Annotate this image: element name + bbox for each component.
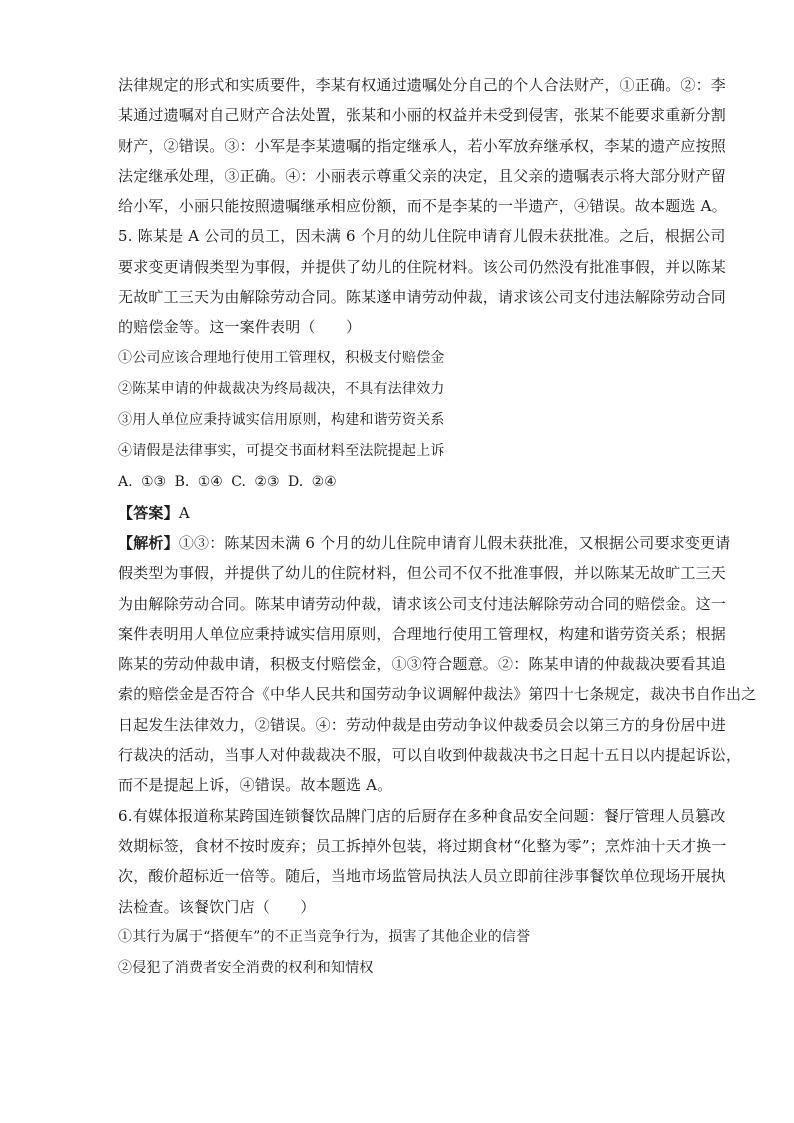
- text-line: 法律规定的形式和实质要件，李某有权通过遗嘱处分自己的个人合法财产，①正确。②：李: [118, 76, 727, 94]
- question-stem-line: 法检查。该餐饮门店（ ）: [118, 897, 316, 916]
- analysis-line: 为由解除劳动合同。陈某申请劳动仲裁，请求该公司支付违法解除劳动合同的赔偿金。这一: [118, 594, 727, 613]
- analysis-tag: 【解析】: [118, 533, 179, 552]
- question-option: ④请假是法律事实，可提交书面材料至法院提起上诉: [118, 442, 445, 459]
- question-stem-line: 要求变更请假类型为事假，并提供了幼儿的住院材料。该公司仍然没有批准事假，并以陈某: [118, 257, 727, 276]
- question-stem-line: 的赔偿金等。这一案件表明（ ）: [118, 318, 362, 337]
- analysis-text: ①③：陈某因未满 6 个月的幼儿住院申请育儿假未获批准，又根据公司要求变更请: [178, 533, 731, 552]
- question-stem-line: 无故旷工三天为由解除劳动合同。陈某遂申请劳动仲裁，请求该公司支付违法解除劳动合同: [118, 288, 727, 307]
- analysis-line: 案件表明用人单位应秉持诚实信用原则，合理地行使用工管理权，构建和谐劳资关系；根据: [118, 624, 727, 643]
- answer-line: [118, 498, 684, 528]
- answer-choices: A. ①③ B. ①④ C. ②③ D. ②④: [118, 473, 337, 490]
- question-6: [118, 801, 727, 984]
- analysis-line: 索的赔偿金是否符合《中华人民共和国劳动争议调解仲裁法》第四十七条规定，裁决书自作出之: [118, 685, 757, 704]
- analysis-line: [118, 528, 731, 558]
- analysis-line: 假类型为事假，并提供了幼儿的住院材料，但公司不仅不批准事假，并以陈某无故旷工三天: [118, 564, 727, 583]
- question-option: ②侵犯了消费者安全消费的权利和知情权: [118, 959, 374, 976]
- question-option: ①其行为属于“搭便车”的不正当竞争行为，损害了其他企业的信誉: [118, 928, 531, 945]
- analysis-line: 陈某的劳动仲裁申请，积极支付赔偿金，①③符合题意。②：陈某申请的仲裁裁决要看其追: [118, 655, 727, 674]
- analysis-line: 行裁决的活动，当事人对仲裁裁决不服，可以自收到仲裁裁决书之日起十五日以内提起诉讼，: [118, 746, 742, 765]
- question-5: [118, 221, 757, 800]
- question-stem-line: 5. 陈某是 A 公司的员工，因未满 6 个月的幼儿住院申请育儿假未获批准。之后，根据公司: [118, 227, 726, 246]
- question-option: ③用人单位应秉持诚实信用原则，构建和谐劳资关系: [118, 411, 445, 428]
- analysis-line: 而不是提起上诉，④错误。故本题选 A。: [118, 776, 393, 795]
- question-stem-line: 6.有媒体报道称某跨国连锁餐饮品牌门店的后厨存在多种食品安全问题：餐厅管理人员篡改: [118, 806, 726, 825]
- text-line: 法定继承处理，③正确。④：小丽表示尊重父亲的决定，且父亲的遗嘱表示将大部分财产留: [118, 166, 727, 185]
- question-option: ①公司应该合理地行使用工管理权，积极支付赔偿金: [118, 349, 445, 366]
- answer-tag: 【答案】: [118, 503, 179, 522]
- text-line: 财产，②错误。③：小军是李某遗嘱的指定继承人，若小军放弃继承权，李某的遗产应按照: [118, 136, 727, 155]
- text-line: 给小军，小丽只能按照遗嘱继承相应份额，而不是李某的一半遗产，④错误。故本题选 A。: [118, 197, 727, 216]
- document-page: [118, 70, 757, 984]
- question-stem-line: 效期标签，食材不按时废弃；员工拆掉外包装，将过期食材“化整为零”；烹炸油十天才换一: [118, 836, 727, 855]
- analysis-line: 日起发生法律效力，②错误。④：劳动仲裁是由劳动争议仲裁委员会以第三方的身份居中进: [118, 715, 727, 734]
- text-line: 某通过遗嘱对自己财产合法处置，张某和小丽的权益并未受到侵害，张某不能要求重新分割: [118, 106, 727, 125]
- question-option: ②陈某申请的仲裁裁决为终局裁决，不具有法律效力: [118, 380, 445, 397]
- answer-value: A: [178, 503, 190, 522]
- previous-analysis-continuation: [118, 70, 727, 221]
- question-stem-line: 次，酸价超标近一倍等。随后，当地市场监管局执法人员立即前往涉事餐饮单位现场开展执: [118, 867, 727, 886]
